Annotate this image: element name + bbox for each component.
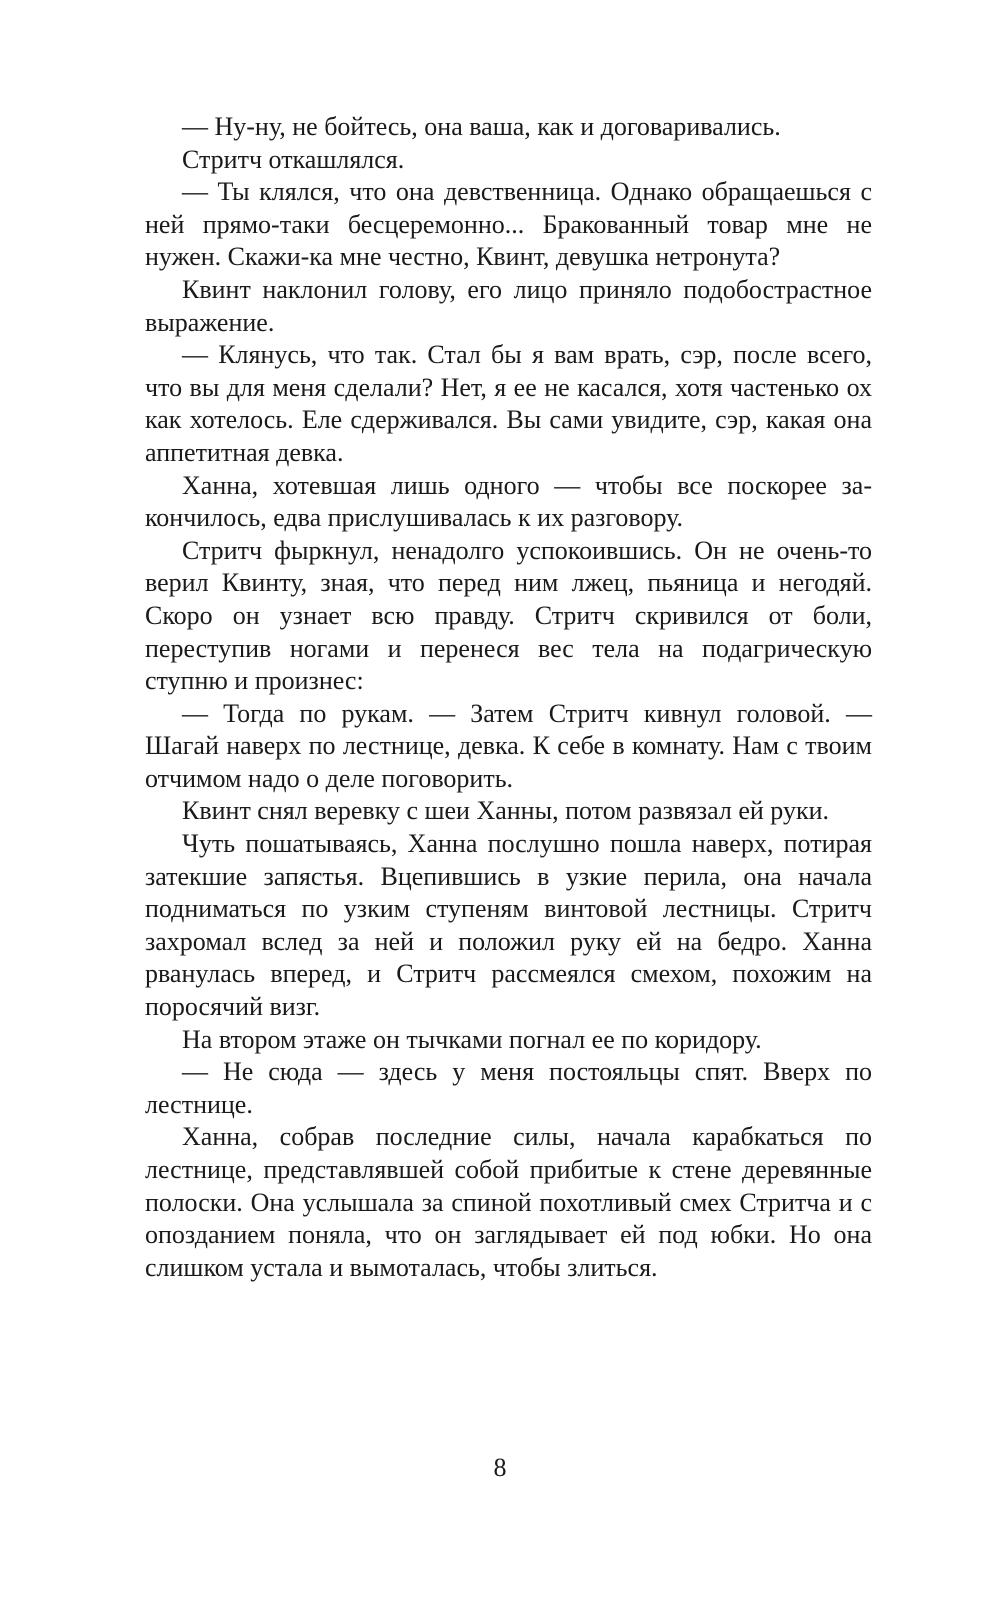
paragraph: Чуть пошатываясь, Ханна послушно пошла наверх, потирая затекшие запястья. Вцепившись в узкие перила, она начала подниматься по узким ступеням винтовой лестницы. Стритч захромал вслед за ней и положил руку ей на бедро. Ханна рванулась вперед, и Стритч рассмеялся смехом, похожим на поросячий визг. bbox=[145, 829, 872, 1022]
paragraph: — Не сюда — здесь у меня постояльцы спят. Вверх по лестнице. bbox=[145, 1057, 872, 1119]
paragraph: Квинт снял веревку с шеи Ханны, потом развязал ей руки. bbox=[182, 796, 829, 826]
paragraph: Квинт наклонил голову, его лицо приняло подобострастное выражение. bbox=[145, 274, 872, 337]
paragraph: — Ну-ну, не бойтесь, она ваша, как и договаривались. bbox=[182, 112, 781, 141]
paragraph: На втором этаже он тычками погнал ее по коридору. bbox=[182, 1024, 762, 1054]
paragraph: — Тогда по рукам. — Затем Стритч кивнул головой. — Шагай наверх по лестнице, девка. К себе в комнату. Нам с твоим отчимом надо о деле поговорить. bbox=[145, 698, 872, 793]
body-text bbox=[145, 111, 872, 1284]
paragraph: — Клянусь, что так. Стал бы я вам врать, сэр, после всего, что вы для меня сделали? Нет, я ее не касался, хотя частенько ох как хотелось. Еле сдерживался. Вы сами увидите, сэр, какая она аппетитная девка. bbox=[145, 340, 872, 467]
paragraph: Ханна, собрав последние силы, начала карабкаться по лестнице, представлявшей собой прибитые к стене деревянные полоски. Она услышала за спиной похотливый смех Стритча и с опозданием поняла, что он заглядывает ей под юбки. Но она слишком устала и вымоталась, чтобы злиться. bbox=[145, 1122, 872, 1282]
paragraph: Ханна, хотевшая лишь одного — чтобы все поскорее закончилось, едва прислушивалась к их разговору. bbox=[145, 470, 872, 533]
paragraph: — Ты клялся, что она девственница. Однако обращаешься с ней прямо-таки бесцеремонно... Бракованный товар мне не нужен. Скажи-ка мне честно, Квинт, девушка нетронута? bbox=[145, 177, 872, 272]
paragraph: Стритч фыркнул, ненадолго успокоившись. Он не очень-то верил Квинту, зная, что перед ним лжец, пьяница и негодяй. Скоро он узнает всю правду. Стритч скривился от боли, переступив ногами и перенеся вес тела на подагрическую ступню и произнес: bbox=[145, 535, 872, 696]
page-number: 8 bbox=[493, 1453, 507, 1482]
paragraph: Стритч откашлялся. bbox=[182, 144, 405, 174]
